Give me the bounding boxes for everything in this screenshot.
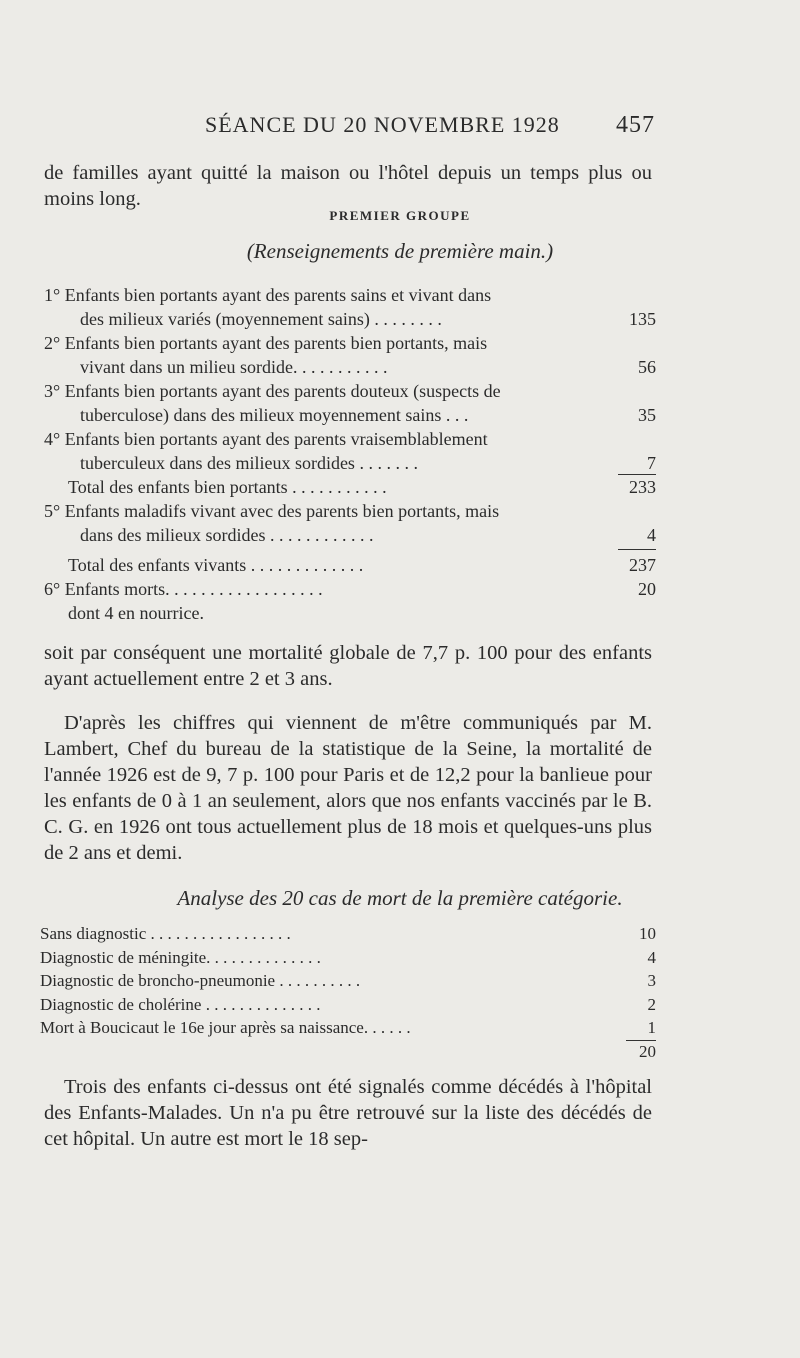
stat-label: tuberculeux dans des milieux sordides . . . . . . .	[80, 453, 418, 473]
statistics-list	[44, 283, 656, 625]
analysis-total-row	[40, 1040, 656, 1064]
stat-row	[44, 403, 656, 427]
stat-value: 233	[629, 477, 656, 497]
stat-row	[44, 499, 656, 523]
analysis-total: 20	[639, 1041, 656, 1061]
stat-value: 4	[647, 525, 656, 545]
group-subtitle: (Renseignements de première main.)	[246, 239, 554, 263]
page-number: 457	[616, 112, 655, 138]
stat-row	[44, 523, 656, 547]
analysis-list	[40, 922, 656, 1063]
stat-row	[44, 283, 656, 307]
analysis-value: 10	[639, 924, 656, 943]
stat-row	[44, 355, 656, 379]
stat-label: des milieux variés (moyennement sains) . . . . . . . .	[80, 309, 442, 329]
stat-label: tuberculose) dans des milieux moyennement sains . . .	[80, 405, 469, 425]
analysis-label: Diagnostic de broncho-pneumonie . . . . . . . . . .	[40, 971, 361, 990]
stat-row	[44, 451, 656, 475]
analysis-value: 1	[647, 1018, 656, 1037]
stat-row	[44, 379, 656, 403]
stat-row	[44, 331, 656, 355]
analysis-label: Mort à Boucicaut le 16e jour après sa naissance. . . . . .	[40, 1018, 411, 1037]
running-header	[205, 112, 655, 138]
stat-value: 237	[629, 555, 656, 575]
stat-label: dans des milieux sordides . . . . . . . . . . . .	[80, 525, 374, 545]
analysis-value: 3	[647, 971, 656, 990]
stat-row	[44, 577, 656, 601]
paragraph: soit par conséquent une mortalité globale de 7,7 p. 100 pour des enfants ayant actuellement entre 2 et 3 ans.	[44, 642, 652, 690]
group-title: PREMIER GROUPE	[329, 208, 471, 223]
stat-total-row	[44, 553, 656, 577]
analysis-row	[40, 969, 656, 993]
analysis-label: Diagnostic de cholérine . . . . . . . . . . . . . .	[40, 994, 321, 1014]
stat-row	[44, 307, 656, 331]
analysis-row	[40, 1016, 656, 1040]
stat-label: 4° Enfants bien portants ayant des parents vraisemblablement	[44, 429, 488, 449]
stat-value: 56	[638, 357, 656, 377]
stat-label: 5° Enfants maladifs vivant avec des parents bien portants, mais	[44, 501, 500, 521]
stat-value: 35	[638, 405, 656, 425]
analysis-label: Diagnostic de méningite. . . . . . . . . . . . . .	[40, 947, 321, 967]
stat-label: 6° Enfants morts. . . . . . . . . . . . . . . . . .	[44, 579, 323, 599]
stat-value: 135	[629, 309, 656, 329]
analysis-row	[40, 922, 656, 946]
stat-row	[44, 601, 656, 625]
stat-label: vivant dans un milieu sordide. . . . . . . . . . .	[80, 357, 388, 377]
stat-label: 1° Enfants bien portants ayant des parents sains et vivant dans	[44, 285, 492, 305]
stat-label: Total des enfants vivants . . . . . . . . . . . . .	[68, 555, 364, 575]
header-title: SÉANCE DU 20 NOVEMBRE 1928	[205, 112, 560, 137]
stat-row	[44, 427, 656, 451]
analysis-row	[40, 946, 656, 970]
intro-paragraph: de familles ayant quitté la maison ou l'hôtel depuis un temps plus ou moins long.	[44, 162, 652, 210]
paragraph: D'après les chiffres qui viennent de m'être communiqués par M. Lambert, Chef du bureau de la statistique de la Seine, la mortalité de l'année 1926 est de 9, 7 p. 100 pour Paris et de 12,2 pour la banlieue pour les enfants de 0 à 1 an seulement, alors que nos enfants vaccinés par le B. C. G. en 1926 ont tous actuellement plus de 18 mois et quelques-uns plus de 2 ans et demi.	[44, 712, 652, 864]
stat-value: 20	[638, 579, 656, 599]
analysis-value: 2	[647, 994, 656, 1014]
stat-total-row	[44, 475, 656, 499]
stat-note: dont 4 en nourrice.	[68, 603, 204, 623]
analysis-title: Analyse des 20 cas de mort de la première catégorie.	[177, 886, 623, 910]
stat-value: 7	[647, 453, 656, 473]
paragraph: Trois des enfants ci-dessus ont été signalés comme décédés à l'hôpital des Enfants-Malades. Un n'a pu être retrouvé sur la liste des décédés de cet hôpital. Un autre est mort le 18 sep-	[44, 1076, 652, 1150]
stat-label: Total des enfants bien portants . . . . . . . . . . .	[68, 477, 387, 497]
analysis-value: 4	[647, 947, 656, 967]
analysis-label: Sans diagnostic . . . . . . . . . . . . . . . . .	[40, 924, 291, 943]
analysis-row	[40, 993, 656, 1017]
stat-label: 2° Enfants bien portants ayant des parents bien portants, mais	[44, 333, 488, 353]
stat-label: 3° Enfants bien portants ayant des parents douteux (suspects de	[44, 381, 501, 401]
